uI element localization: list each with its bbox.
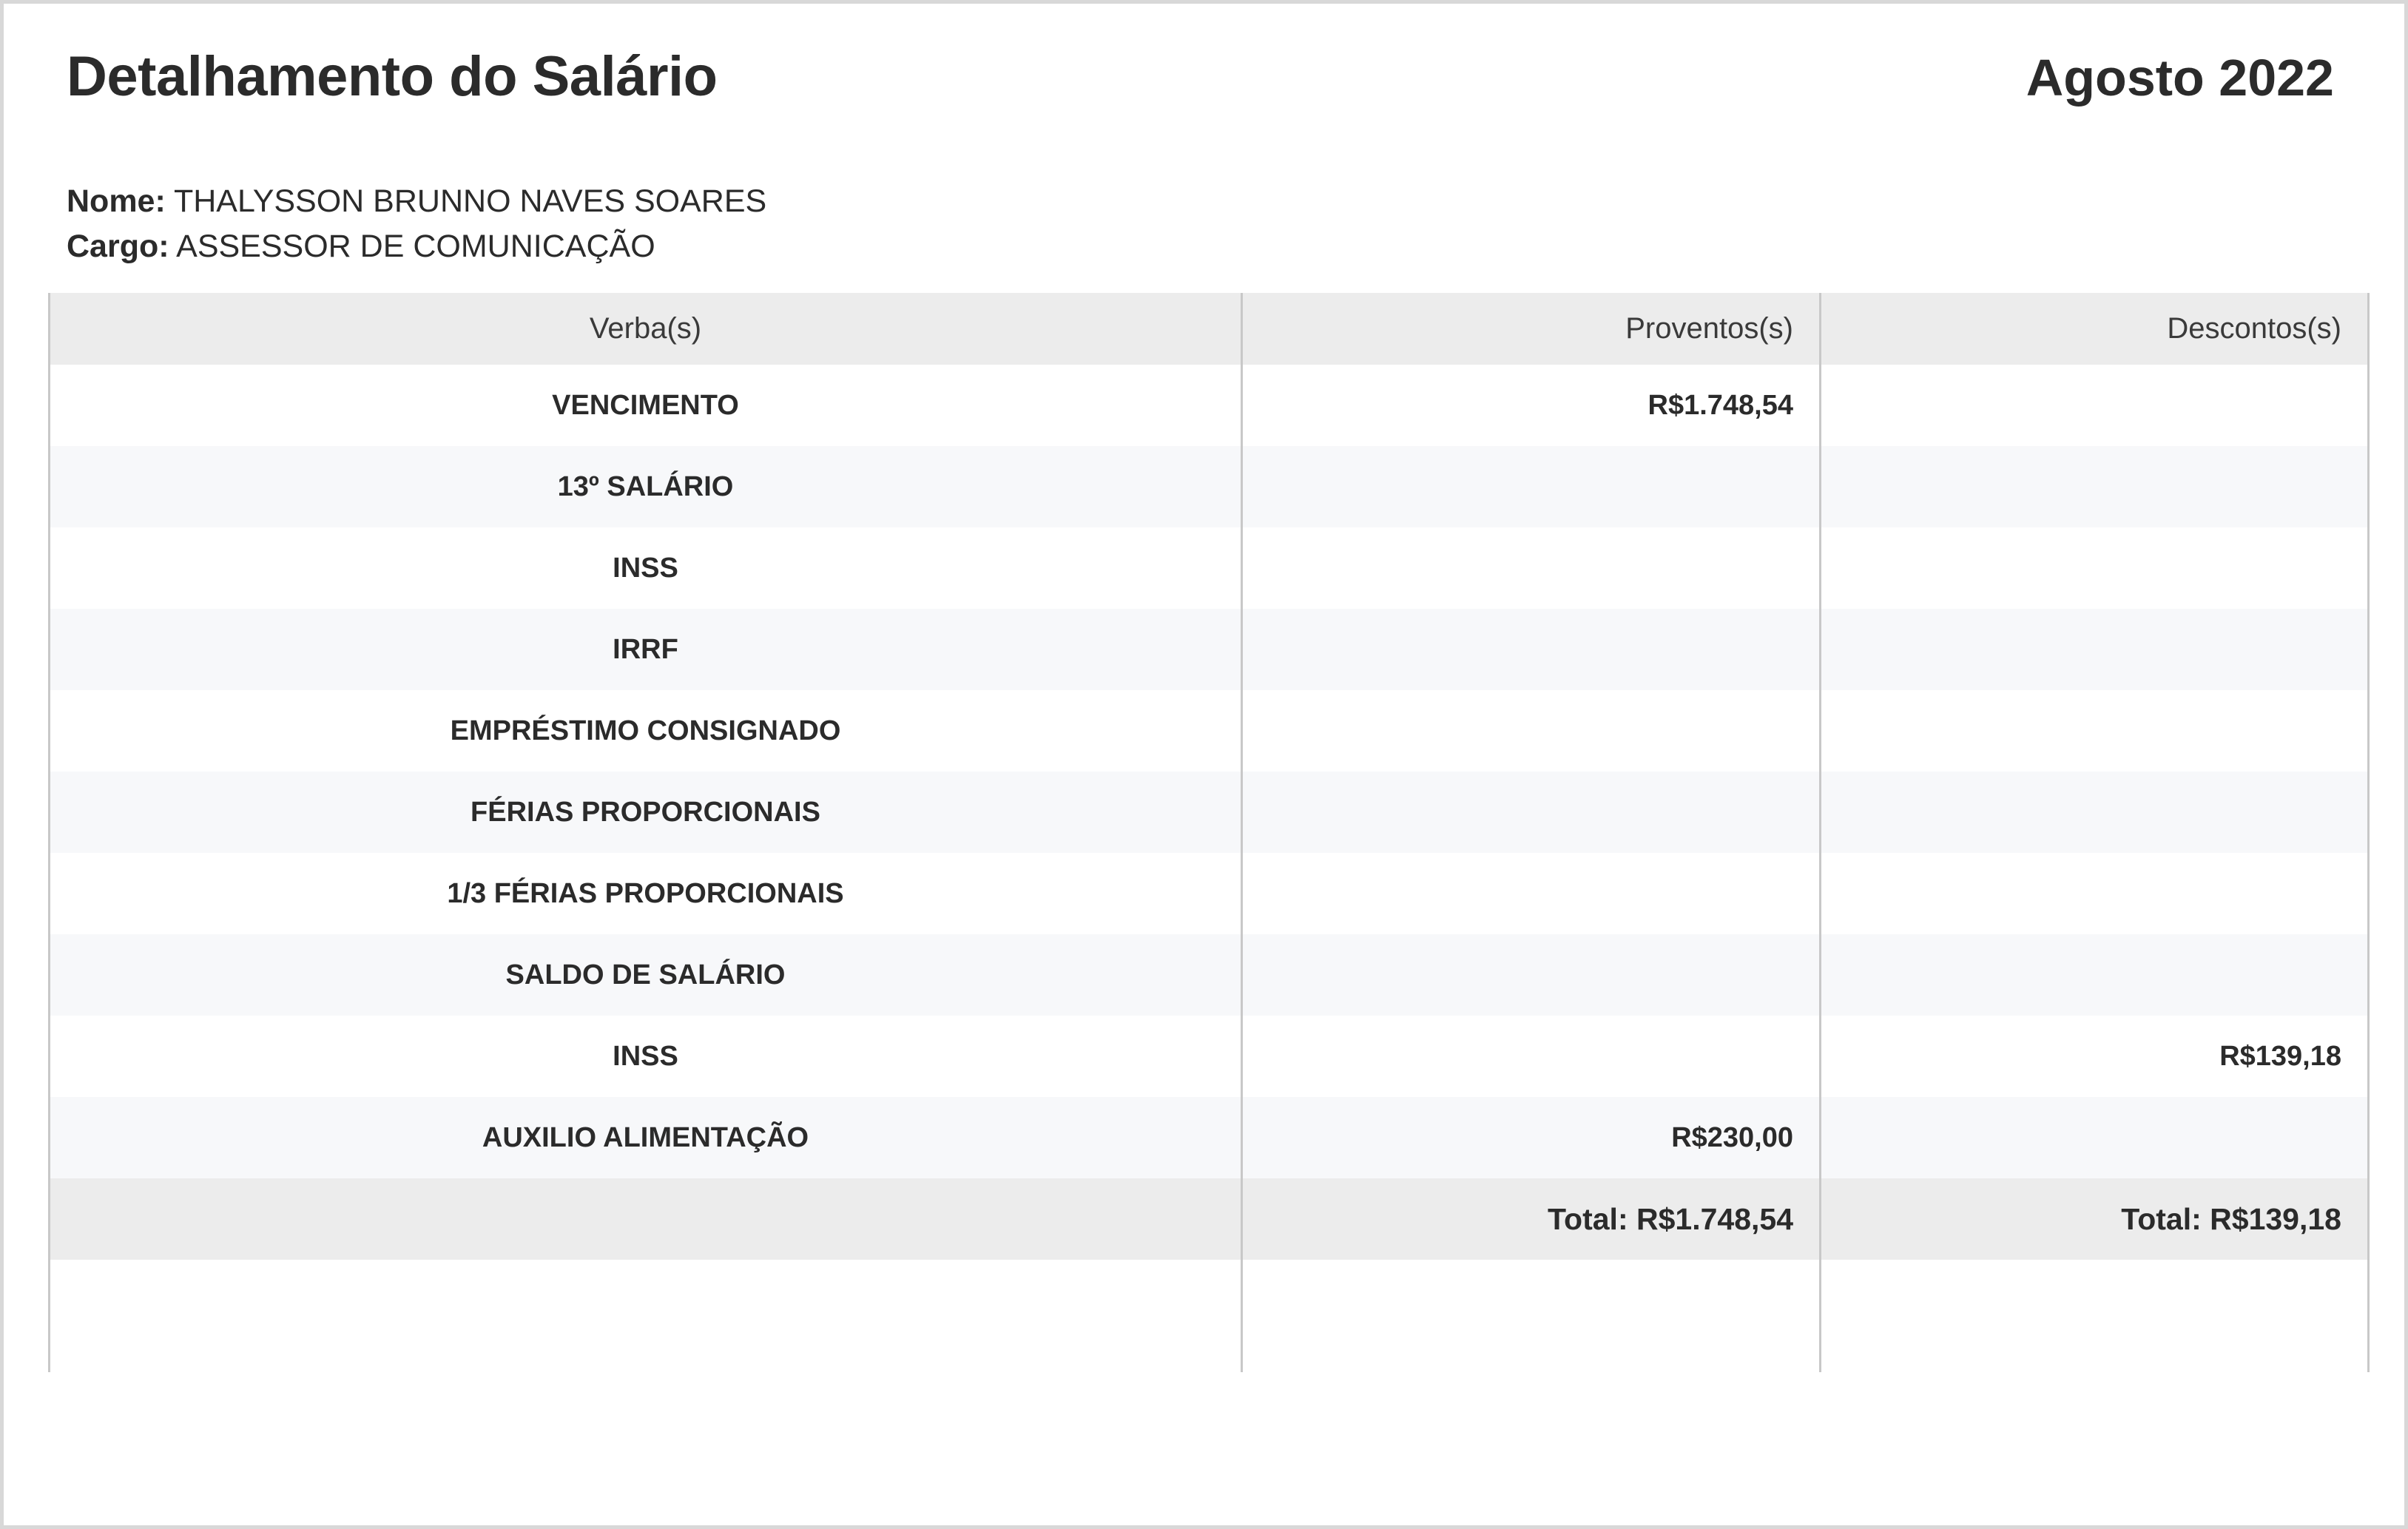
table-header-row <box>50 293 2369 365</box>
document-header <box>48 44 2360 109</box>
column-header-verbas: Verba(s) <box>50 293 1242 365</box>
page-title: Detalhamento do Salário <box>67 45 718 108</box>
cell-proventos <box>1242 934 1821 1016</box>
cell-descontos <box>1821 365 2369 446</box>
employee-info <box>48 179 2360 269</box>
cell-verba: INSS <box>50 527 1242 609</box>
column-header-descontos: Descontos(s) <box>1821 293 2369 365</box>
cell-verba: SALDO DE SALÁRIO <box>50 934 1242 1016</box>
cell-spacer-descontos <box>1821 1260 2369 1372</box>
cell-descontos <box>1821 772 2369 853</box>
table-footer-spacer-row <box>50 1260 2369 1372</box>
cell-descontos <box>1821 690 2369 772</box>
cell-proventos <box>1242 527 1821 609</box>
employee-role-value: ASSESSOR DE COMUNICAÇÃO <box>176 229 655 265</box>
cell-proventos <box>1242 853 1821 934</box>
table-row <box>50 365 2369 446</box>
cell-total-descontos: Total: R$139,18 <box>1821 1178 2369 1260</box>
payroll-table <box>48 293 2370 1372</box>
table-row <box>50 772 2369 853</box>
table-row <box>50 527 2369 609</box>
cell-proventos <box>1242 690 1821 772</box>
cell-proventos <box>1242 609 1821 690</box>
employee-name-label: Nome: <box>67 183 166 219</box>
table-row <box>50 1097 2369 1178</box>
cell-verba: 13º SALÁRIO <box>50 446 1242 527</box>
cell-spacer-verba <box>50 1260 1242 1372</box>
table-row <box>50 853 2369 934</box>
cell-verba: AUXILIO ALIMENTAÇÃO <box>50 1097 1242 1178</box>
cell-verba: INSS <box>50 1016 1242 1097</box>
cell-descontos <box>1821 1097 2369 1178</box>
cell-verba: EMPRÉSTIMO CONSIGNADO <box>50 690 1242 772</box>
document-content <box>4 4 2404 1372</box>
table-row <box>50 934 2369 1016</box>
cell-descontos <box>1821 609 2369 690</box>
cell-verba: VENCIMENTO <box>50 365 1242 446</box>
table-row <box>50 609 2369 690</box>
cell-proventos: R$1.748,54 <box>1242 365 1821 446</box>
cell-spacer-proventos <box>1242 1260 1821 1372</box>
employee-name-line <box>67 179 2360 224</box>
cell-proventos <box>1242 446 1821 527</box>
table-header <box>50 293 2369 365</box>
cell-proventos <box>1242 1016 1821 1097</box>
cell-descontos <box>1821 934 2369 1016</box>
cell-descontos: R$139,18 <box>1821 1016 2369 1097</box>
cell-descontos <box>1821 446 2369 527</box>
employee-role-label: Cargo: <box>67 229 169 265</box>
cell-verba: FÉRIAS PROPORCIONAIS <box>50 772 1242 853</box>
cell-descontos <box>1821 527 2369 609</box>
column-header-proventos: Proventos(s) <box>1242 293 1821 365</box>
cell-total-proventos: Total: R$1.748,54 <box>1242 1178 1821 1260</box>
table-body <box>50 365 2369 1372</box>
employee-role-line <box>67 224 2360 269</box>
table-row <box>50 1016 2369 1097</box>
period-label: Agosto 2022 <box>2026 49 2334 107</box>
table-row <box>50 690 2369 772</box>
cell-proventos <box>1242 772 1821 853</box>
cell-verba: IRRF <box>50 609 1242 690</box>
employee-name-value: THALYSSON BRUNNO NAVES SOARES <box>173 183 767 219</box>
cell-verba: 1/3 FÉRIAS PROPORCIONAIS <box>50 853 1242 934</box>
table-row <box>50 446 2369 527</box>
cell-proventos: R$230,00 <box>1242 1097 1821 1178</box>
table-totals-row <box>50 1178 2369 1260</box>
cell-descontos <box>1821 853 2369 934</box>
cell-totals-blank <box>50 1178 1242 1260</box>
